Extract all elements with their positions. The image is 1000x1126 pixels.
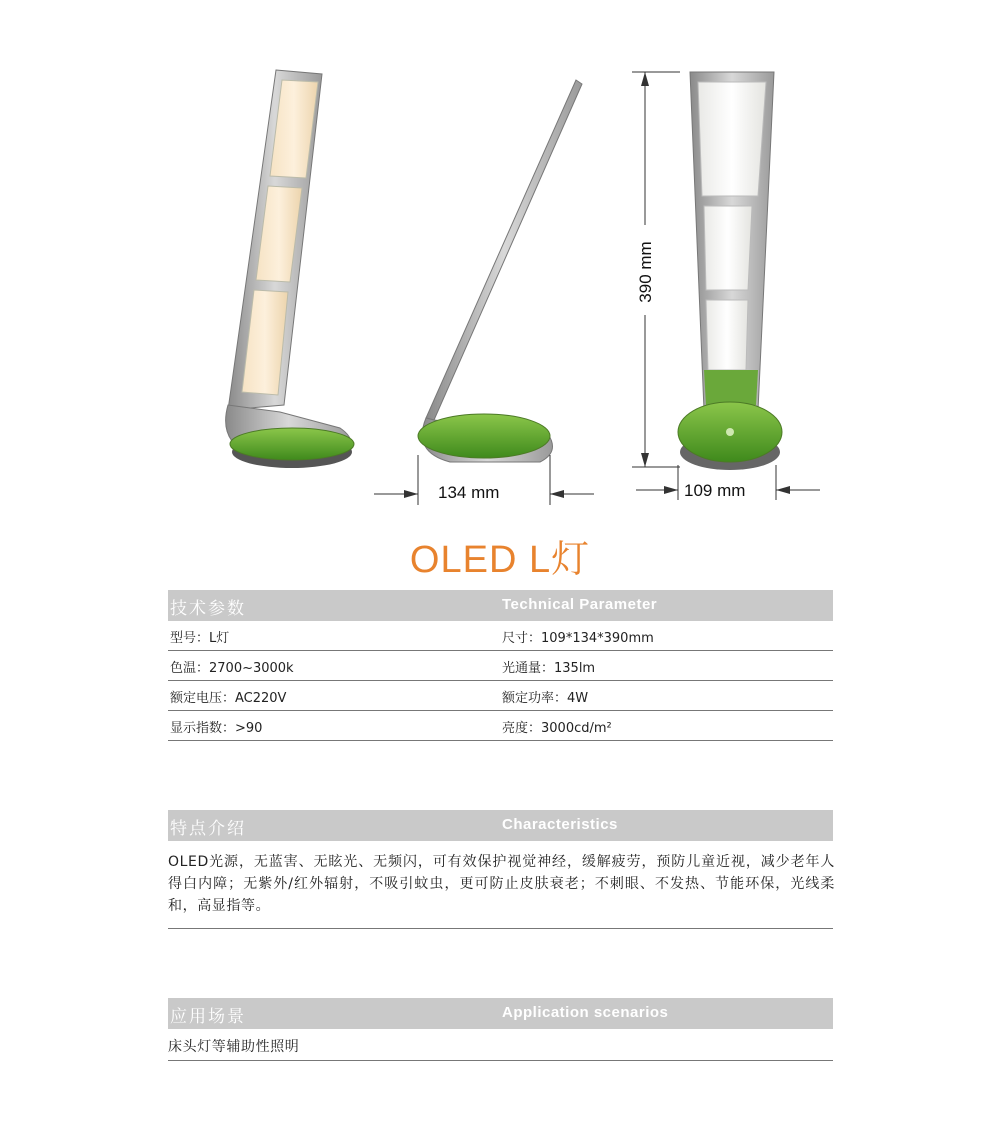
param-model: 型号：L灯 — [170, 631, 230, 646]
depth-dimension-label: 134 mm — [438, 483, 500, 502]
lamp-angled-view — [226, 70, 354, 468]
features-divider — [168, 928, 833, 929]
tech-section-header — [168, 590, 833, 621]
param-luminous-flux: 光通量：135lm — [502, 661, 596, 676]
param-power: 额定功率：4W — [502, 691, 589, 706]
features-section-header — [168, 810, 833, 841]
application-section-header — [168, 998, 833, 1029]
param-brightness: 亮度：3000cd/m² — [502, 721, 612, 736]
table-row — [168, 711, 833, 741]
param-voltage: 额定电压：AC220V — [170, 691, 287, 706]
lamp-side-view — [418, 80, 582, 462]
param-cri: 显示指数：>90 — [170, 721, 263, 736]
table-row — [168, 621, 833, 651]
param-size: 尺寸：109*134*390mm — [502, 631, 654, 646]
features-header-cn: 特点介绍 — [170, 819, 246, 839]
param-color-temp: 色温：2700~3000k — [170, 661, 294, 676]
tech-header-cn: 技术参数 — [170, 599, 246, 619]
table-row — [168, 681, 833, 711]
lamp-front-view — [678, 72, 782, 470]
application-text: 床头灯等辅助性照明 — [168, 1039, 300, 1055]
application-divider — [168, 1060, 833, 1061]
width-dimension-label: 109 mm — [684, 481, 746, 500]
application-header-en: Application scenarios — [502, 1004, 669, 1021]
height-dimension-label: 390 mm — [636, 241, 655, 303]
application-header-cn: 应用场景 — [170, 1007, 246, 1027]
tech-header-en: Technical Parameter — [502, 596, 658, 613]
table-row — [168, 651, 833, 681]
product-title: OLED L灯 — [409, 539, 591, 581]
features-text: OLED光源，无蓝害、无眩光、无频闪，可有效保护视觉神经，缓解疲劳，预防儿童近视，减少老年人得白内障；无紫外/红外辐射，不吸引蚊虫，更可防止皮肤衰老；不刺眼、不发热、节能环保，光线柔和，高显指等。 — [168, 854, 835, 914]
product-photos — [0, 0, 1000, 510]
features-header-en: Characteristics — [502, 816, 618, 833]
